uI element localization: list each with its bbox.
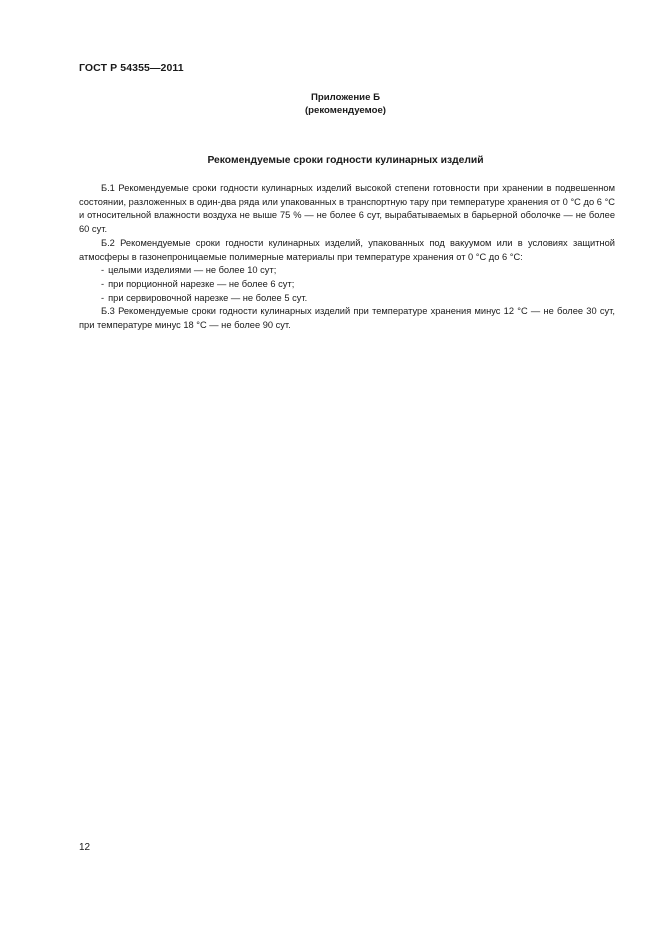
paragraph-b3: Б.3 Рекомендуемые сроки годности кулинарных изделий при температуре хранения минус 12 °С — не более 30 сут, при температуре минус 18 °С — не более 90 сут. xyxy=(79,306,615,331)
standard-code: ГОСТ Р 54355—2011 xyxy=(79,62,184,74)
paragraph-b2: Б.2 Рекомендуемые сроки годности кулинарных изделий, упакованных под вакуумом или в условиях защитной атмосферы в газонепроницаемые полимерные материалы при температуре хранения от 0 °С до 6 °С: xyxy=(79,237,615,262)
list-item: - при порционной нарезке — не более 6 сут; xyxy=(79,278,615,292)
appendix-title: Приложение Б xyxy=(311,92,380,103)
document-body xyxy=(79,182,615,333)
page-number: 12 xyxy=(79,842,91,853)
storage-list xyxy=(79,264,615,305)
section-title: Рекомендуемые сроки годности кулинарных изделий xyxy=(207,155,484,166)
list-item: - целыми изделиями — не более 10 сут; xyxy=(79,264,615,278)
list-item: - при сервировочной нарезке — не более 5 сут. xyxy=(79,292,615,306)
paragraph-b1: Б.1 Рекомендуемые сроки годности кулинарных изделий высокой степени готовности при хранении в подвешенном состоянии, разложенных в один-два ряда или упакованных в транспортную тару при температуре хранения от 0 °С до 6 °С и относительной влажности воздуха не выше 75 % — не более 6 сут, вырабатываемых в барьерной оболочке — не более 60 сут. xyxy=(79,183,615,235)
appendix-subtitle: (рекомендуемое) xyxy=(304,105,386,116)
appendix-heading xyxy=(0,91,661,117)
